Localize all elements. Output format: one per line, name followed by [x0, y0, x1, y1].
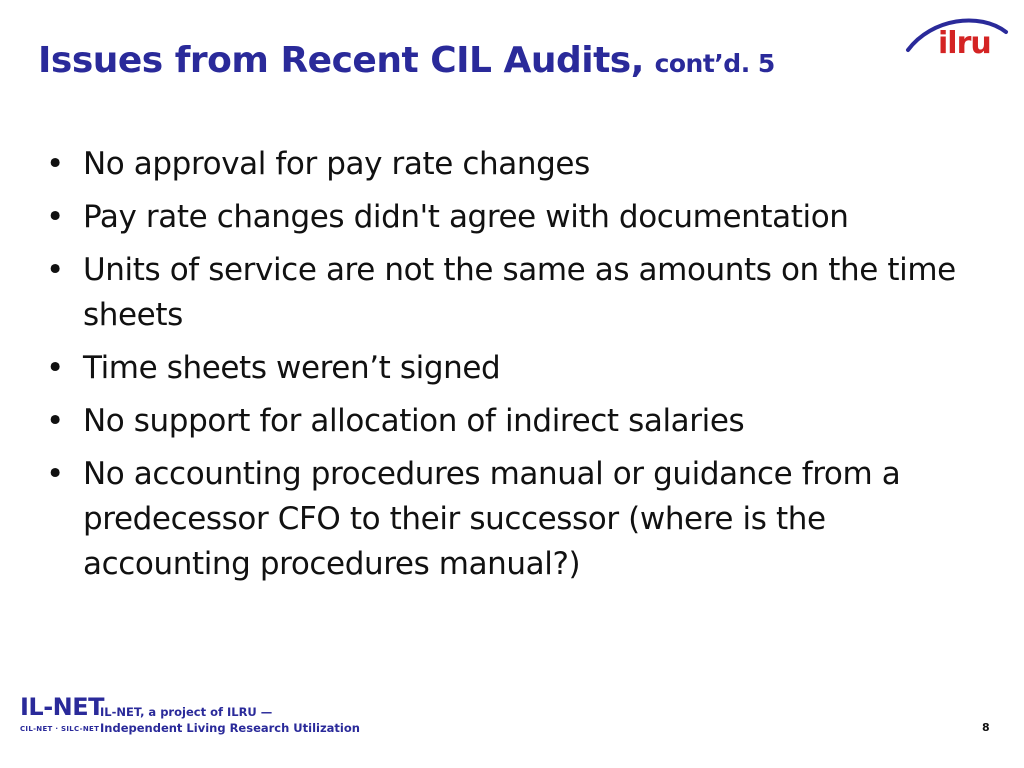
bullet-text: No support for allocation of indirect salaries — [83, 403, 745, 439]
page-number: 8 — [982, 721, 990, 734]
bullet-text: Units of service are not the same as amounts on the time sheets — [83, 252, 956, 333]
bullet-item — [46, 248, 976, 338]
bullet-text: Pay rate changes didn't agree with documentation — [83, 199, 849, 235]
bullet-dot-icon: • — [46, 456, 64, 492]
bullet-dot-icon: • — [46, 403, 64, 439]
bullet-dot-icon: • — [46, 350, 64, 386]
footer-tagline — [100, 704, 360, 736]
bullet-dot-icon: • — [46, 252, 64, 288]
footer-line-1: IL-NET, a project of ILRU — — [100, 705, 273, 719]
slide-title — [38, 40, 775, 81]
bullet-item — [46, 195, 976, 240]
ilru-logo — [902, 10, 1010, 72]
ilru-logo-text: ilru — [938, 26, 991, 61]
il-net-logo — [20, 693, 104, 733]
bullet-dot-icon: • — [46, 199, 64, 235]
bullet-text: Time sheets weren’t signed — [83, 350, 501, 386]
slide-title-main: Issues from Recent CIL Audits, — [38, 40, 644, 81]
bullet-item — [46, 452, 976, 587]
bullet-text: No accounting procedures manual or guidance from a predecessor CFO to their successor (where is the accounting procedures manual?) — [83, 456, 901, 582]
slide-title-sub: cont’d. 5 — [654, 49, 775, 78]
bullet-dot-icon: • — [46, 146, 64, 182]
bullet-item — [46, 142, 976, 187]
bullet-item — [46, 399, 976, 444]
bullet-list — [46, 142, 976, 595]
il-net-logo-subtext: CIL-NET · SILC-NET — [20, 725, 100, 733]
il-net-logo-text: IL-NET — [20, 693, 105, 721]
bullet-text: No approval for pay rate changes — [83, 146, 590, 182]
bullet-item — [46, 346, 976, 391]
footer-line-2: Independent Living Research Utilization — [100, 721, 360, 735]
